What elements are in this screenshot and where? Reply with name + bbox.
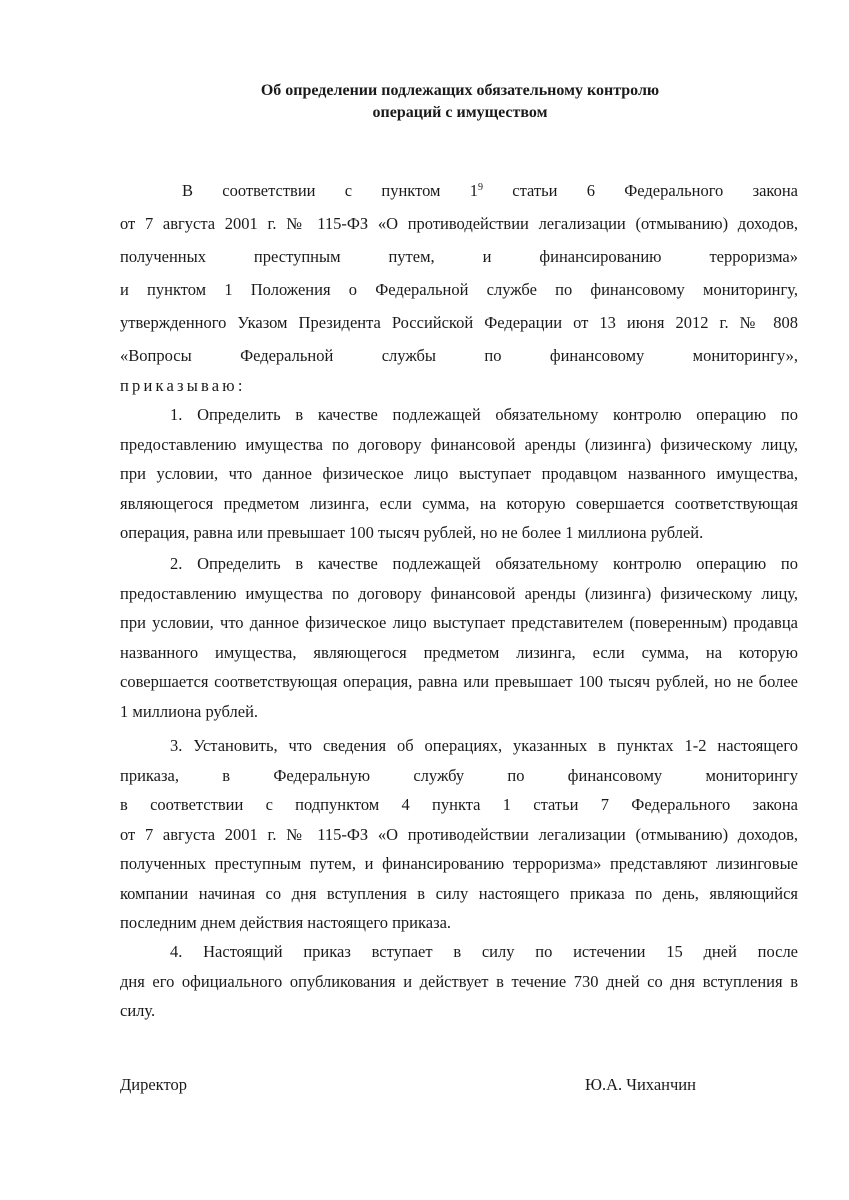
paragraph-line: компании начиная со дня вступления в силу настоящего приказа по день, являющийся	[120, 883, 798, 903]
paragraph-line: 4. Настоящий приказ вступает в силу по истечении 15 дней после	[170, 942, 798, 961]
preamble	[120, 174, 798, 399]
title-line-1: Об определении подлежащих обязательному контролю	[260, 82, 660, 99]
superscript: 9	[478, 182, 483, 193]
signature-name: Ю.А. Чиханчин	[585, 1075, 696, 1094]
paragraph-line: в соответствии с подпунктом 4 пункта 1 статьи 7 Федерального закона	[120, 795, 798, 814]
preamble-line: полученных преступным путем, и финансированию терроризма»	[120, 247, 798, 266]
preamble-line: от 7 августа 2001 г. № 115-ФЗ «О противодействии легализации (отмыванию) доходов,	[120, 214, 798, 233]
document-title	[0, 80, 849, 124]
preamble-line: и пунктом 1 Положения о Федеральной службе по финансовому мониторингу,	[120, 280, 798, 299]
paragraph-line: от 7 августа 2001 г. № 115-ФЗ «О противодействии легализации (отмыванию) доходов,	[120, 824, 798, 844]
paragraph-2	[120, 549, 798, 726]
paragraph-line: приказа, в Федеральную службу по финансовому мониторингу	[120, 765, 798, 785]
paragraph-line: являющегося предметом лизинга, если сумма, на которую совершается соответствующая	[120, 493, 798, 513]
paragraph-line: полученных преступным путем, и финансированию терроризма» представляют лизинговые	[120, 854, 798, 873]
order-word: приказываю:	[120, 376, 246, 395]
preamble-line	[120, 174, 798, 207]
paragraph-1	[120, 400, 798, 548]
paragraph-4	[120, 937, 798, 1026]
preamble-text: статьи 6 Федерального закона	[483, 181, 798, 200]
paragraph-line: предоставлению имущества по договору финансовой аренды (лизинга) физическому лицу,	[120, 583, 798, 603]
paragraph-line: последним днем действия настоящего приказа.	[120, 913, 452, 932]
preamble-text: В соответствии с пунктом 1	[182, 181, 478, 200]
paragraph-line: совершается соответствующая операция, равна или превышает 100 тысяч рублей, но не более	[120, 672, 798, 691]
preamble-line: «Вопросы Федеральной службы по финансовому мониторингу»,	[120, 346, 798, 365]
paragraph-line: силу.	[120, 1001, 156, 1020]
paragraph-line: при условии, что данное физическое лицо выступает продавцом названного имущества,	[120, 464, 798, 483]
signature-position: Директор	[120, 1075, 187, 1094]
paragraph-line: названного имущества, являющегося предметом лизинга, если сумма, на которую	[120, 642, 798, 662]
paragraph-line: 2. Определить в качестве подлежащей обязательному контролю операцию по	[170, 554, 798, 573]
paragraph-line: предоставлению имущества по договору финансовой аренды (лизинга) физическому лицу,	[120, 434, 798, 454]
preamble-line: утвержденного Указом Президента Российской Федерации от 13 июня 2012 г. № 808	[120, 313, 798, 332]
paragraph-line: 1. Определить в качестве подлежащей обязательному контролю операцию по	[170, 405, 798, 424]
paragraph-line: 1 миллиона рублей.	[120, 701, 259, 721]
paragraph-line: при условии, что данное физическое лицо выступает представителем (поверенным) продавца	[120, 613, 798, 632]
paragraph-3	[120, 731, 798, 938]
paragraph-line: операция, равна или превышает 100 тысяч рублей, но не более 1 миллиона рублей.	[120, 523, 704, 542]
title-line-2: операций с имуществом	[372, 104, 548, 121]
paragraph-line: дня его официального опубликования и действует в течение 730 дней со дня вступления в	[120, 971, 798, 991]
paragraph-line: 3. Установить, что сведения об операциях, указанных в пунктах 1-2 настоящего	[170, 736, 798, 755]
